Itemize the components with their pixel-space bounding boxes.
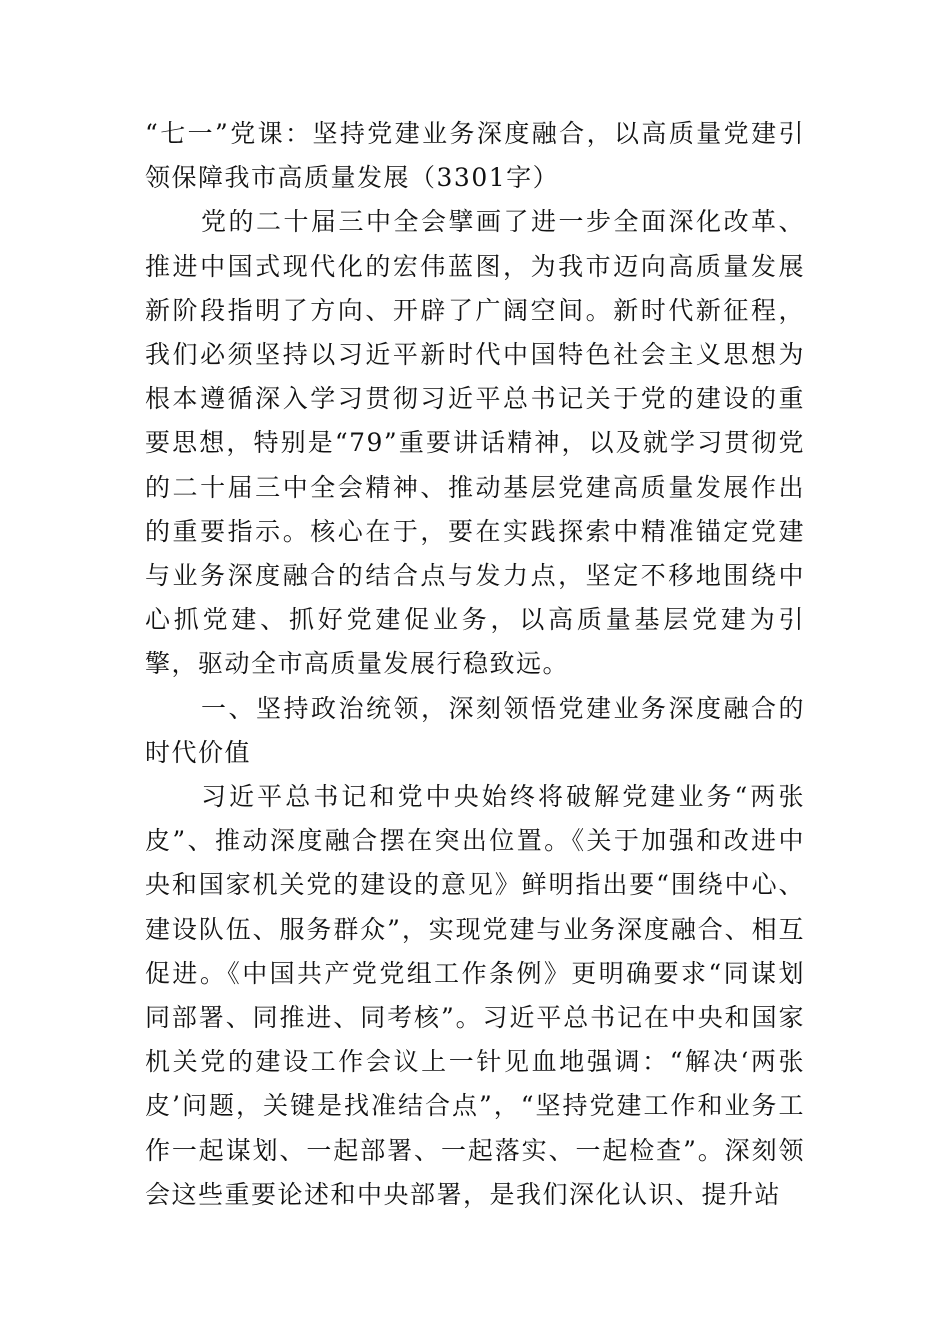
intro-paragraph: 党的二十届三中全会擘画了进一步全面深化改革、推进中国式现代化的宏伟蓝图，为我市迈向高质量发展新阶段指明了方向、开辟了广阔空间。新时代新征程，我们必须坚持以习近平新时代中国特色社会主义思想为根本遵循深入学习贯彻习近平总书记关于党的建设的重要思想，特别是“79”重要讲话精神，以及就学习贯彻党的二十届三中全会精神、推动基层党建高质量发展作出的重要指示。核心在于，要在实践探索中精准锚定党建与业务深度融合的结合点与发力点，坚定不移地围绕中心抓党建、抓好党建促业务，以高质量基层党建为引擎，驱动全市高质量发展行稳致远。 bbox=[145, 207, 805, 679]
body-paragraph: 习近平总书记和党中央始终将破解党建业务“两张皮”、推动深度融合摆在突出位置。《关于加强和改进中央和国家机关党的建设的意见》鲜明指出要“围绕中心、建设队伍、服务群众”，实现党建与业务深度融合、相互促进。《中国共产党党组工作条例》更明确要求“同谋划同部署、同推进、同考核”。习近平总书记在中央和国家机关党的建设工作会议上一针见血地强调：“解决‘两张皮’问题，关键是找准结合点”，“坚持党建工作和业务工作一起谋划、一起部署、一起落实、一起检查”。深刻领会这些重要论述和中央部署，是我们深化认识、提升站 bbox=[145, 782, 805, 1209]
section-heading: 一、坚持政治统领，深刻领悟党建业务深度融合的时代价值 bbox=[145, 693, 805, 767]
document-page bbox=[145, 112, 805, 1217]
document-title: “七一”党课：坚持党建业务深度融合，以高质量党建引领保障我市高质量发展（3301字） bbox=[145, 119, 805, 193]
